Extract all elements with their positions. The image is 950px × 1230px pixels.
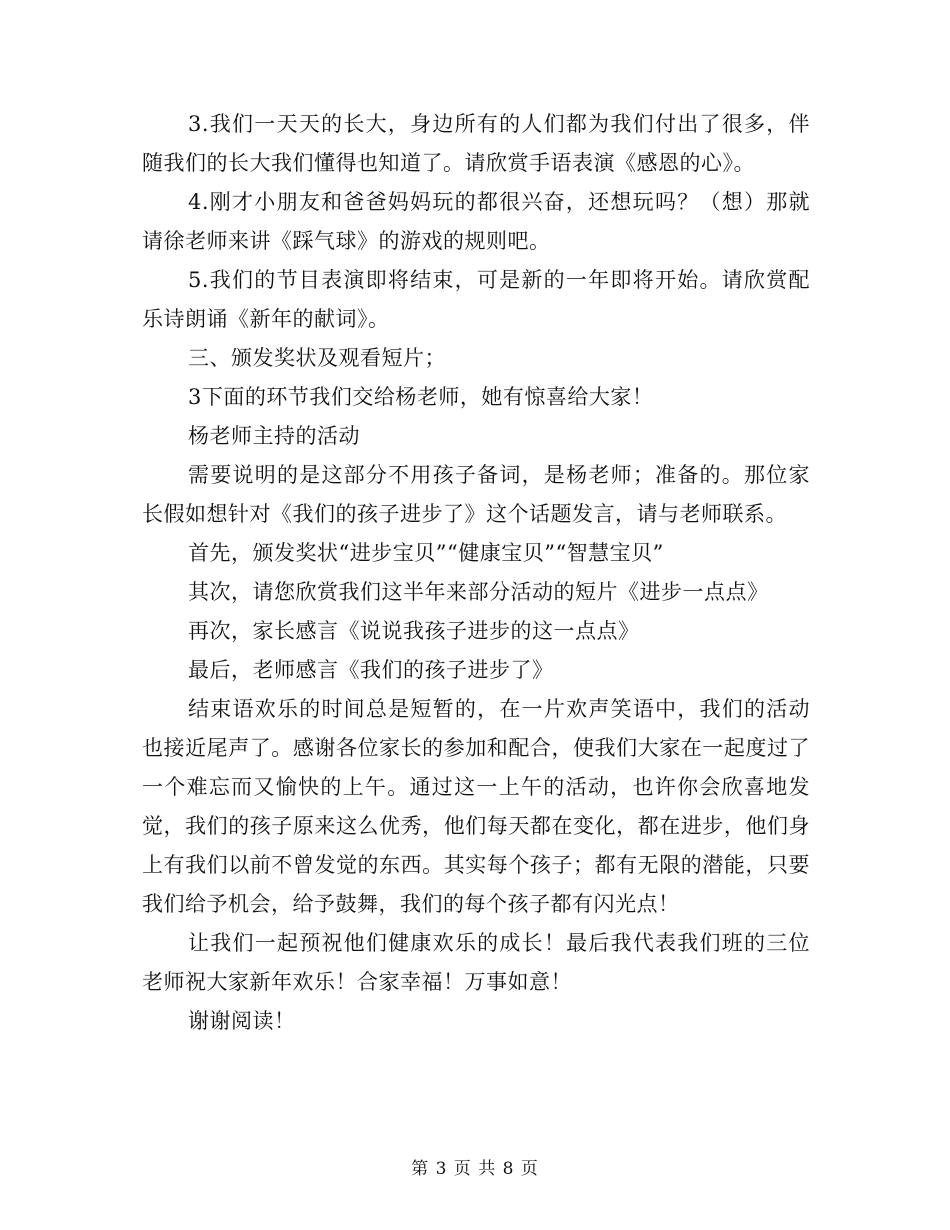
paragraph-third: 再次，家长感言《说说我孩子进步的这一点点》 [188, 619, 640, 643]
paragraph-note: 需要说明的是这部分不用孩子备词，是杨老师；准备的。那位家长假如想针对《我们的孩子进步了》这个话题发言，请与老师联系。 [142, 463, 810, 526]
document-body [142, 105, 810, 1041]
page-number: 第 3 页 共 8 页 [411, 1159, 539, 1179]
paragraph-second: 其次，请您欣赏我们这半年来部分活动的短片《进步一点点》 [188, 580, 769, 604]
paragraph-last: 最后，老师感言《我们的孩子进步了》 [188, 658, 554, 682]
paragraph-wishes: 让我们一起预祝他们健康欢乐的成长！最后我代表我们班的三位老师祝大家新年欢乐！合家幸福！万事如意！ [142, 931, 810, 994]
paragraph-handover: 3下面的环节我们交给杨老师，她有惊喜给大家！ [188, 385, 654, 409]
paragraph-item-3: 3.我们一天天的长大，身边所有的人们都为我们付出了很多，伴随我们的长大我们懂得也知道了。请欣赏手语表演《感恩的心》。 [142, 112, 810, 175]
paragraph-thanks: 谢谢阅读！ [188, 1009, 296, 1033]
paragraph-first: 首先，颁发奖状“进步宝贝”“健康宝贝”“智慧宝贝” [188, 541, 664, 565]
subheading-yang-activity: 杨老师主持的活动 [188, 424, 360, 448]
paragraph-closing: 结束语欢乐的时间总是短暂的，在一片欢声笑语中，我们的活动也接近尾声了。感谢各位家长的参加和配合，使我们大家在一起度过了一个难忘而又愉快的上午。通过这一上午的活动，也许你会欣喜地发觉，我们的孩子原来这么优秀，他们每天都在变化，都在进步，他们身上有我们以前不曾发觉的东西。其实每个孩子；都有无限的潜能，只要我们给予机会，给予鼓舞，我们的每个孩子都有闪光点！ [142, 697, 810, 916]
paragraph-item-5: 5.我们的节目表演即将结束，可是新的一年即将开始。请欣赏配乐诗朗诵《新年的献词》。 [142, 268, 810, 331]
section-heading-awards: 三、颁发奖状及观看短片； [188, 346, 446, 370]
paragraph-item-4: 4.刚才小朋友和爸爸妈妈玩的都很兴奋，还想玩吗？（想）那就请徐老师来讲《踩气球》的游戏的规则吧。 [142, 190, 810, 253]
